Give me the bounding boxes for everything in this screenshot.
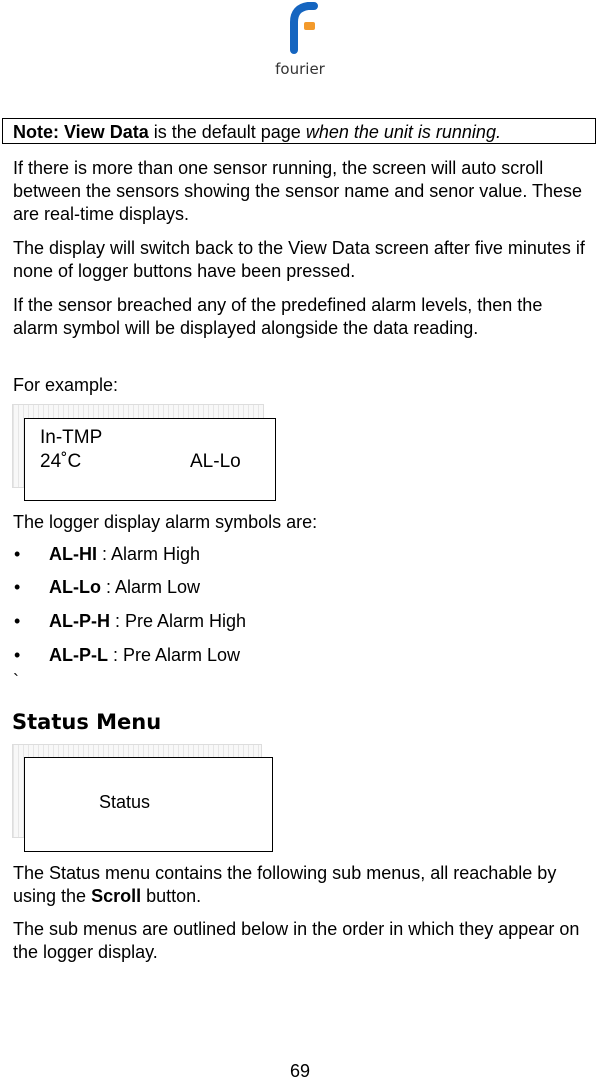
fourier-logo	[272, 0, 328, 80]
paragraph: If there is more than one sensor running, the screen will auto scroll between the sensors showing the sensor name and senor value. These are real-time displays.	[13, 158, 583, 224]
list-item: • AL-Lo : Alarm Low	[14, 577, 201, 597]
paragraph: If the sensor breached any of the predefined alarm levels, then the alarm symbol will be displayed alongside the data reading.	[13, 295, 543, 338]
paragraph: The logger display alarm symbols are:	[13, 512, 318, 532]
section-heading: Status Menu	[12, 710, 162, 734]
lcd-sensor-name: In-TMP	[40, 427, 103, 448]
paragraph: The Status menu contains the following sub menus, all reachable by using the Scroll button.	[13, 863, 557, 906]
note-box: Note: View Data is the default page when the unit is running.	[2, 118, 596, 144]
list-item: • AL-HI : Alarm High	[14, 544, 201, 564]
paragraph: For example:	[13, 375, 119, 395]
lcd-display-status	[24, 757, 273, 852]
list-item: • AL-P-H : Pre Alarm High	[14, 611, 247, 631]
paragraph: The display will switch back to the View Data screen after five minutes if none of logger buttons have been pressed.	[13, 238, 585, 281]
lcd-alarm: AL-Lo	[190, 451, 241, 472]
lcd-status-text: Status	[99, 792, 151, 812]
svg-text:fourier: fourier	[275, 60, 325, 78]
paragraph: The sub menus are outlined below in the order in which they appear on the logger display.	[13, 919, 580, 962]
page-number: 69	[289, 1061, 311, 1081]
lcd-value: 24˚C	[40, 451, 82, 472]
list-item: • AL-P-L : Pre Alarm Low	[14, 645, 241, 665]
lcd-display-example	[24, 418, 276, 501]
stray-mark: `	[13, 671, 19, 691]
